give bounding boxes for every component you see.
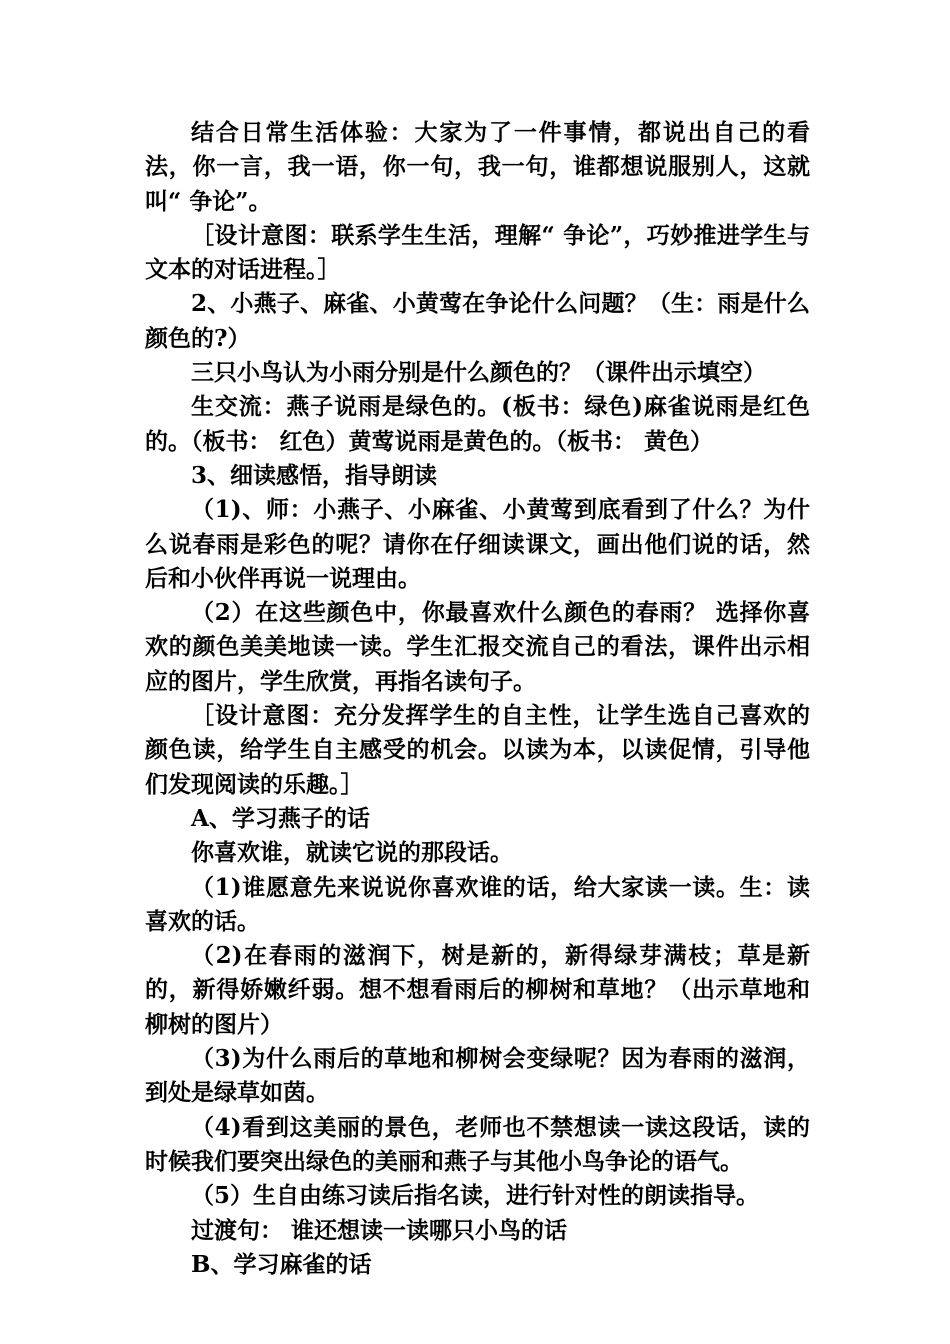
paragraph-student-exchange: 生交流：燕子说雨是绿色的。(板书：绿色)麻雀说雨是红色的。（板书： 红色）黄莺说雨是黄色的。（板书： 黄色） bbox=[145, 393, 810, 455]
paragraph-read-intro: 你喜欢谁，就读它说的那段话。 bbox=[191, 839, 513, 867]
paragraph-a-item-5: （5）生自由练习读后指名读，进行针对性的朗读指导。 bbox=[191, 1182, 760, 1210]
paragraph-life-experience: 结合日常生活体验：大家为了一件事情，都说出自己的看法，你一言，我一语，你一句，我一句，谁都想说服别人，这就叫“ 争论”。 bbox=[145, 119, 810, 215]
paragraph-section-a-heading: A、学习燕子的话 bbox=[191, 804, 370, 832]
paragraph-section-3-heading: 3、细读感悟，指导朗读 bbox=[191, 461, 438, 489]
paragraph-transition: 过渡句： 谁还想读一读哪只小鸟的话 bbox=[191, 1216, 568, 1244]
paragraph-item-1: （1)、师：小燕子、小麻雀、小黄莺到底看到了什么？为什么说春雨是彩色的呢？请你在仔细读课文，画出他们说的话，然后和小伙伴再说一说理由。 bbox=[145, 496, 810, 592]
paragraph-a-item-2: （2)在春雨的滋润下，树是新的，新得绿芽满枝；草是新的，新得娇嫩纤弱。想不想看雨后的柳树和草地？（出示草地和柳树的图片） bbox=[145, 942, 810, 1038]
paragraph-design-intent-2: ［设计意图：充分发挥学生的自主性，让学生选自己喜欢的颜色读，给学生自主感受的机会。以读为本，以读促情，引导他们发现阅读的乐趣。］ bbox=[145, 702, 810, 798]
paragraph-design-intent-1: ［设计意图：联系学生生活，理解“ 争论”，巧妙推进学生与文本的对话进程。］ bbox=[145, 221, 810, 284]
paragraph-item-2: （2）在这些颜色中，你最喜欢什么颜色的春雨？ 选择你喜欢的颜色美美地读一读。学生汇报交流自己的看法，课件出示相应的图片，学生欣赏，再指名读句子。 bbox=[145, 599, 810, 695]
paragraph-a-item-4: （4)看到这美丽的景色，老师也不禁想读一读这段话，读的时候我们要突出绿色的美丽和燕子与其他小鸟争论的语气。 bbox=[145, 1113, 810, 1175]
document-body bbox=[145, 116, 810, 1282]
paragraph-three-birds: 三只小鸟认为小雨分别是什么颜色的？（课件出示填空） bbox=[191, 359, 766, 387]
paragraph-question-2: 2、小燕子、麻雀、小黄莺在争论什么问题？（生：雨是什么颜色的?） bbox=[145, 290, 810, 352]
paragraph-a-item-1: （1)谁愿意先来说说你喜欢谁的话，给大家读一读。生：读喜欢的话。 bbox=[145, 873, 810, 935]
paragraph-section-b-heading: B、学习麻雀的话 bbox=[191, 1250, 372, 1278]
paragraph-a-item-3: （3)为什么雨后的草地和柳树会变绿呢？因为春雨的滋润，到处是绿草如茵。 bbox=[145, 1045, 810, 1107]
